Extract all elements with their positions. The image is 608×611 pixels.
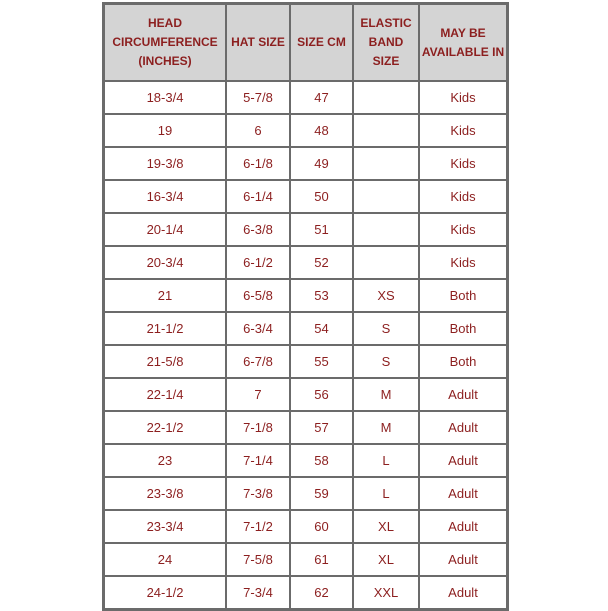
hat-size-chart [102, 2, 509, 611]
cell-band-size [353, 81, 419, 114]
header-line: (INCHES) [138, 54, 192, 68]
header-line: HAT SIZE [231, 35, 285, 49]
cell-availability: Kids [419, 147, 507, 180]
cell-head-circumference: 21-5/8 [104, 345, 226, 378]
cell-head-circumference: 21 [104, 279, 226, 312]
header-line: CIRCUMFERENCE [112, 35, 218, 49]
header-line: HEAD [147, 16, 182, 30]
header-row [104, 4, 507, 81]
cell-availability: Kids [419, 81, 507, 114]
cell-size-cm: 48 [290, 114, 353, 147]
cell-hat-size: 6-3/8 [226, 213, 290, 246]
cell-hat-size: 6-1/2 [226, 246, 290, 279]
cell-hat-size: 6-7/8 [226, 345, 290, 378]
cell-size-cm: 51 [290, 213, 353, 246]
cell-hat-size: 7-1/4 [226, 444, 290, 477]
cell-availability: Both [419, 345, 507, 378]
header-size-cm [290, 4, 353, 81]
cell-availability: Adult [419, 543, 507, 576]
cell-size-cm: 55 [290, 345, 353, 378]
cell-availability: Adult [419, 510, 507, 543]
cell-head-circumference: 23-3/4 [104, 510, 226, 543]
cell-band-size [353, 213, 419, 246]
cell-head-circumference: 20-3/4 [104, 246, 226, 279]
cell-availability: Both [419, 312, 507, 345]
table-row [104, 378, 507, 411]
cell-hat-size: 6-3/4 [226, 312, 290, 345]
cell-band-size: M [353, 378, 419, 411]
cell-band-size: S [353, 345, 419, 378]
cell-head-circumference: 23-3/8 [104, 477, 226, 510]
cell-head-circumference: 22-1/4 [104, 378, 226, 411]
table-row [104, 114, 507, 147]
cell-size-cm: 58 [290, 444, 353, 477]
table-row [104, 180, 507, 213]
table-row [104, 576, 507, 609]
cell-head-circumference: 18-3/4 [104, 81, 226, 114]
table-row [104, 477, 507, 510]
cell-band-size: L [353, 444, 419, 477]
header-line: MAY BE [440, 25, 486, 40]
cell-size-cm: 47 [290, 81, 353, 114]
cell-availability: Adult [419, 378, 507, 411]
cell-availability: Adult [419, 444, 507, 477]
cell-size-cm: 54 [290, 312, 353, 345]
table-row [104, 81, 507, 114]
cell-size-cm: 53 [290, 279, 353, 312]
cell-hat-size: 7-1/8 [226, 411, 290, 444]
cell-head-circumference: 24 [104, 543, 226, 576]
table-row [104, 147, 507, 180]
cell-band-size [353, 147, 419, 180]
table-row [104, 246, 507, 279]
cell-band-size [353, 180, 419, 213]
header-head-circumference [104, 4, 226, 81]
cell-availability: Adult [419, 477, 507, 510]
cell-head-circumference: 23 [104, 444, 226, 477]
table-row [104, 279, 507, 312]
table-row [104, 213, 507, 246]
header-elastic-band-size [353, 4, 419, 81]
cell-availability: Adult [419, 411, 507, 444]
cell-band-size: XL [353, 510, 419, 543]
cell-hat-size: 7 [226, 378, 290, 411]
header-line: AVAILABLE IN [421, 44, 505, 59]
cell-size-cm: 56 [290, 378, 353, 411]
cell-availability: Kids [419, 246, 507, 279]
cell-hat-size: 7-1/2 [226, 510, 290, 543]
cell-hat-size: 5-7/8 [226, 81, 290, 114]
cell-hat-size: 6 [226, 114, 290, 147]
cell-hat-size: 7-3/8 [226, 477, 290, 510]
header-line: SIZE [372, 54, 400, 68]
cell-hat-size: 6-1/4 [226, 180, 290, 213]
table-row [104, 543, 507, 576]
cell-band-size: XXL [353, 576, 419, 609]
cell-band-size [353, 114, 419, 147]
cell-size-cm: 50 [290, 180, 353, 213]
cell-size-cm: 61 [290, 543, 353, 576]
cell-head-circumference: 24-1/2 [104, 576, 226, 609]
cell-band-size [353, 246, 419, 279]
cell-band-size: S [353, 312, 419, 345]
cell-size-cm: 60 [290, 510, 353, 543]
header-line: ELASTIC [360, 16, 412, 30]
cell-size-cm: 49 [290, 147, 353, 180]
cell-hat-size: 6-1/8 [226, 147, 290, 180]
cell-size-cm: 59 [290, 477, 353, 510]
cell-availability: Kids [419, 180, 507, 213]
table-row [104, 345, 507, 378]
cell-hat-size: 6-5/8 [226, 279, 290, 312]
table-body [104, 81, 507, 609]
cell-head-circumference: 16-3/4 [104, 180, 226, 213]
cell-head-circumference: 19-3/8 [104, 147, 226, 180]
table-header [104, 4, 507, 81]
cell-band-size: XS [353, 279, 419, 312]
cell-head-circumference: 22-1/2 [104, 411, 226, 444]
header-may-be-available-in [419, 4, 507, 81]
table-row [104, 444, 507, 477]
cell-availability: Both [419, 279, 507, 312]
header-line: SIZE CM [297, 35, 346, 49]
cell-head-circumference: 21-1/2 [104, 312, 226, 345]
cell-availability: Kids [419, 213, 507, 246]
cell-band-size: L [353, 477, 419, 510]
table-row [104, 411, 507, 444]
cell-hat-size: 7-3/4 [226, 576, 290, 609]
cell-size-cm: 52 [290, 246, 353, 279]
cell-band-size: M [353, 411, 419, 444]
header-line: BAND [368, 35, 404, 49]
header-hat-size [226, 4, 290, 81]
cell-size-cm: 62 [290, 576, 353, 609]
table-row [104, 312, 507, 345]
cell-availability: Adult [419, 576, 507, 609]
cell-head-circumference: 19 [104, 114, 226, 147]
cell-availability: Kids [419, 114, 507, 147]
table-row [104, 510, 507, 543]
cell-size-cm: 57 [290, 411, 353, 444]
cell-band-size: XL [353, 543, 419, 576]
cell-hat-size: 7-5/8 [226, 543, 290, 576]
cell-head-circumference: 20-1/4 [104, 213, 226, 246]
